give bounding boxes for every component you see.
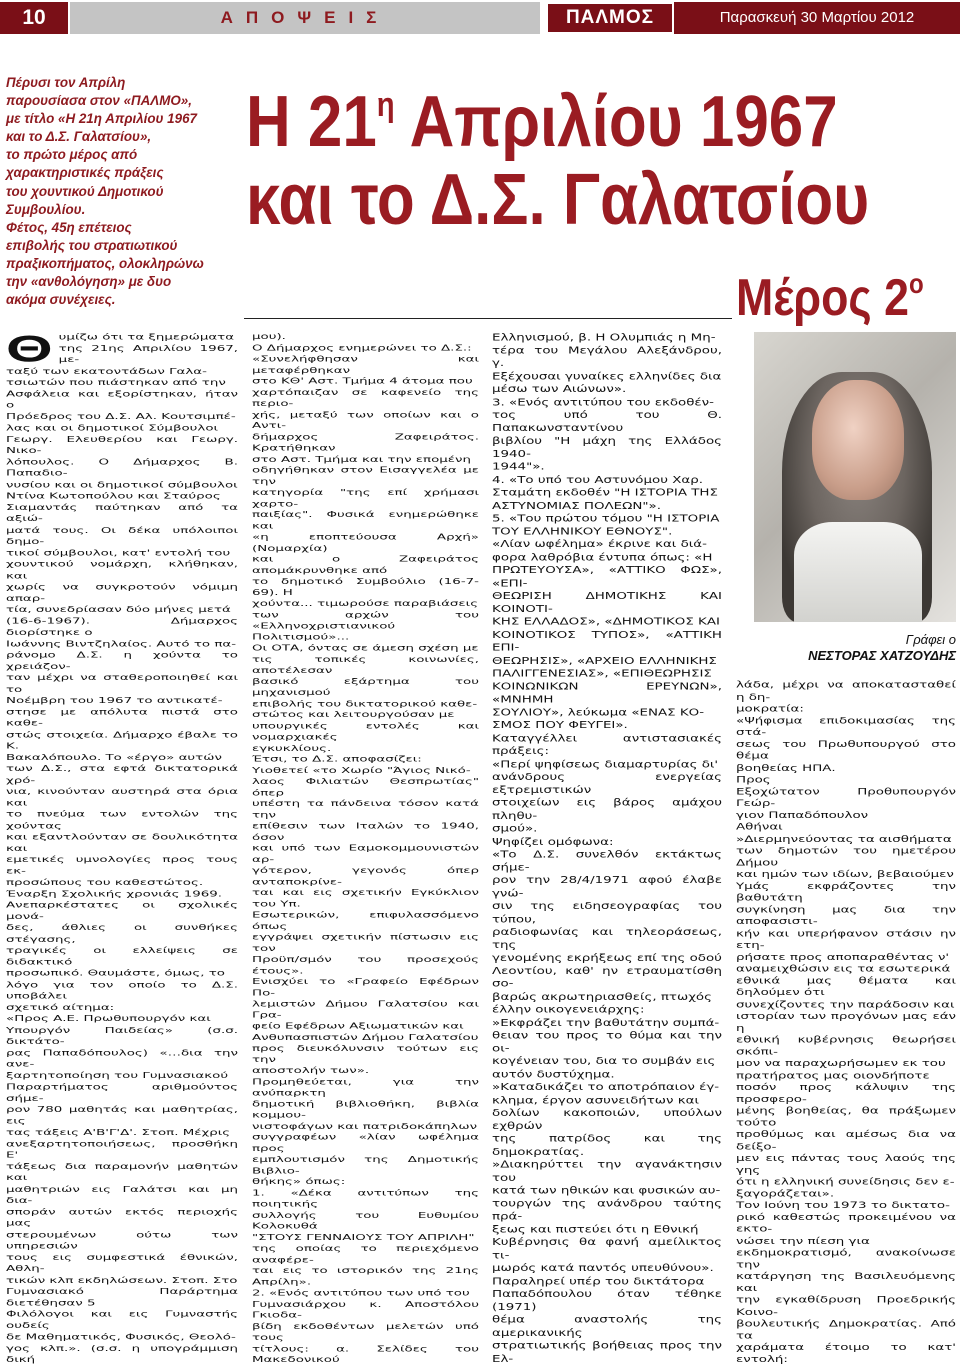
headline-rule — [244, 318, 732, 319]
article-headline — [246, 66, 870, 240]
article-column-2: μου). Ο Δήμαρχος ενημερώνει το Δ.Σ.: «Συνελήφθησαν και μεταφέρθηκαν στο ΚΘ' Αστ. Τμήμα 4 άτομα που χαρτόπαιζαν σε καφενείο της περιο- χής, μεταξύ των οποίων και ο Αντι- δήμαρχος Ζαφειράτος. Κρατήθηκαν στο Αστ. Τμήμα και την επομένη οδηγήθηκαν στον Εισαγγελέα με την κατηγορία "της επί χρήμασι χαρτο- παιξίας". Φυσικά ενημερώθηκε και «η εποπτεύουσα Αρχή» (Νομαρχία) και ο Ζαφειράτος απομάκρυνθηκε από το δημοτικό Συμβούλιο (16-7-69). Η χούντα... τιμωρούσε παραβιάσεις των αρχών του «Ελληνοχριστιανικού Πολιτισμού»... Οι ΟΤΑ, όντας σε άμεση σχέση με τις τοπικές κοινωνίες, αποτέλεσαν βασικό εξάρτημα του μηχανισμού επιβολής του δικτατορικού καθε- στώτος και λειτουργούσαν με υπουργικές εντολές και νομαρχιακές εγκυκλίους. Έτσι, το Δ.Σ. αποφασίζει: Υιοθετεί «το Χωρίο "Άγιος Νικό- λαος Φιλιατών Θεσπρωτίας" όπερ υπέστη τα πάνδεινα τόσον κατά την επίθεσιν των Ιταλών το 1940, όσον και υπό των Εαμοκομμουνιστών αρ- γότερον, γεγονός όπερ ανταποκρίνε- ται και εις σχετικήν Εγκύκλιον του Υπ. Εσωτερικών, επιφυλασσόμενο όπως εγγράψει σχετικήν πίστωσιν εις τον Προϋπ/σμόν του προσεχούς έτους». Ενισχύει το «Γραφείο Εφέδρων Πο- λεμιστών Δήμου Γαλατσίου και Γρα- φείο Εφέδρων Αξιωματικών και Ανθυπασπιστών Δήμου Γαλατσίου προς διευκόλυνσιν τούτων εις την αποστολήν των». Προμηθεύεται, για την ανύπαρκτη δημοτική βιβλιοθήκη, βιβλία κομμου- νιστοφάγων και πατριδοκάπηλων συγγραφέων «λίαν ωφέλημα προς εμπλουτισμόν της Δημοτικής Βιβλιο- θήκης» όπως: 1. «Δέκα αντιτύπων της ποιητικής συλλογής του Ευθυμίου Κολοκυθά "ΣΤΟΥΣ ΓΕΝΝΑΙΟΥΣ ΤΟΥ ΑΠΡΙΛΗ" της οποίας το περιεχόμενο αναφέρε- ται εις το ιστορικόν της 21ης Απρίλη». 2. «Ενός αντιτύπου των υπό του Γυμνασιάρχου κ. Αποστόλου Γκιοδα- βίδη εκδοθέντων μελετών υπό τους τίτλους: α. Σελίδες του Μακεδονικού — [252, 332, 479, 1365]
byline-label: Γράφει ο — [905, 632, 956, 647]
article-column-3: Ελληνισμού, β. Η Ολυμπιάς η Μη- τέρα του Μεγάλου Αλεξάνδρου, γ. Εξέχουσαι γυναίκες ελληνίδες δια μέσω των Αιώνων». 3. «Ενός αντιτύπου του εκδοθέν- τος υπό του Θ. Παπακωνσταντίνου βιβλίου "Η μάχη της Ελλάδος 1940- 1944"». 4. «Το υπό του Αστυνόμου Χαρ. Σταμάτη εκδοθέν "Η ΙΣΤΟΡΙΑ ΤΗΣ ΑΣΤΥΝΟΜΙΑΣ ΠΟΛΕΩΝ"». 5. «Του πρώτου τόμου "Η ΙΣΤΟΡΙΑ ΤΟΥ ΕΛΛΗΝΙΚΟΥ ΕΘΝΟΥΣ". «Λίαν ωφέλημα» έκρινε και διά- φορα λαθρόβια έντυπα όπως: «Η ΠΡΩΤΕΥΟΥΣΑ», «ΑΤΤΙΚΟ ΦΩΣ», «ΕΠΙ- ΘΕΩΡΙΣΗ ΔΗΜΟΤΙΚΗΣ ΚΑΙ ΚΟΙΝΟΤΙ- ΚΗΣ ΕΛΛΑΔΟΣ», «ΔΗΜΟΤΙΚΟΣ ΚΑΙ ΚΟΙΝΟΤΙΚΟΣ ΤΥΠΟΣ», «ΑΤΤΙΚΗ ΕΠΙ- ΘΕΩΡΗΣΙΣ», «ΑΡΧΕΙΟ ΕΛΛΗΝΙΚΗΣ ΠΑΛΙΓΓΕΝΕΣΙΑΣ», «ΕΠΙΘΕΩΡΗΣΙΣ ΚΟΙΝΩΝΙΚΩΝ ΕΡΕΥΝΩΝ», «ΜΝΗΜΗ ΣΟΥΛΙΟΥ», λεύκωμα «ΕΝΑΣ ΚΟ- ΣΜΟΣ ΠΟΥ ΦΕΥΓΕΙ». Καταγγέλλει αντιστασιακές πράξεις: «Περί ψηφίσεως διαμαρτυρίας δι' ανάνδρους ενεργείας εξτρεμιστικών στοιχείων εις βάρος αμάχου πληθυ- σμού». Ψηφίζει ομόφωνα: «Το Δ.Σ. συνελθόν εκτάκτως σήμε- ρον την 28/4/1971 αφού έλαβε γνώ- σιν της ειδησεογραφίας του τύπου, ραδιοφωνίας και τηλεοράσεως, της γενομένης εκρήξεως επί της οδού Λεοντίου, καθ' ην ετραυματίσθη σο- βαρώς ακρωτηριασθείς, πτωχός έλλην οικογενειάρχης: »Εκφράζει την βαθυτάτην συμπά- θειαν του προς το θύμα και την οι- κογένειαν του, δια το συμβάν εις αυτόν δυστύχημα. »Καταδικάζει το αποτρόπαιον έγ- κλημα, έργον ασυνειδήτων και δολίων κακοποιών, υπούλων εχθρών της πατρίδος και της δημοκρατίας. »Διακηρύττει την αγανάκτησιν του κατά των ηθικών και φυσικών αυ- τουργών της ανάνδρου ταύτης πρά- ξεως και πιστεύει ότι η Εθνική Κυβέρνησις θα φανή αμείλικτος τι- μωρός κατά παντός υπευθύνου». Παραληρεί υπέρ του δικτάτορα Παπαδόπουλου όταν τέθηκε (1971) θέμα αναστολής της αμερικανικής στρατιωτικής βοήθειας προς την Ελ- — [492, 332, 722, 1365]
author-photo — [754, 332, 956, 622]
photo-face — [812, 380, 904, 500]
article-column-1 — [6, 328, 238, 1366]
section-title: ΑΠΟΨΕΙΣ — [70, 2, 540, 34]
headline-superscript: η — [376, 86, 395, 124]
article-intro: Πέρυσι τον Απρίλη παρουσίασα στον «ΠΑΛΜΟ», με τίτλο «Η 21η Απριλίου 1967 και το Δ.Σ. Γαλατσίου», το πρώτο μέρος από χαρακτηριστικές πράξεις του χουντικού Δημοτικού Συμβουλίου. Φέτος, 45η επέτειος επιβολής του στρατιωτικού πραξικοπήματος, ολοκληρώνω την «ανθολόγηση» με δυο ακόμα συνέχειες. — [6, 75, 204, 308]
author-byline — [738, 632, 956, 664]
page-number: 10 — [0, 2, 68, 34]
headline-line-2: και το Δ.Σ. Γαλατσίου — [246, 160, 870, 240]
photo-shirt — [794, 522, 922, 622]
headline-line1-end: Απριλίου 1967 — [394, 82, 838, 162]
headline-line1-start: Η 21 — [246, 82, 377, 162]
part-label-text: Μέρος 2 — [736, 269, 909, 327]
issue-date: Παρασκευή 30 Μαρτίου 2012 — [674, 2, 960, 34]
column-1-text: υμίζω ότι τα ξημερώματα της 21ης Απριλίου 1967, με- ταξύ των εκατοντάδων Γαλα- τσιωτών που πιάστηκαν από την Ασφάλεια και εξορίστηκαν, ήταν ο Πρόεδρος του Δ.Σ. Αλ. Κουτσιμπέ- λας και οι δημοτικοί Σύμβουλοι Γεωργ. Ελευθερίου και Γεωργ. Νικο- λόπουλος. Ο Δήμαρχος Β. Παπαδιο- νυσίου και οι δημοτικοί σύμβουλοι Ντίνα Κωτοπούλου και Σταύρος Σιαμαντάς παύτηκαν από τα αξιώ- ματά τους. Οι δέκα υπόλοιποι δημο- τικοί σύμβουλοι, κατ' εντολή του χουντικού νομάρχη, κλήθηκαν, και χωρίς να συγκροτούν νόμιμη απαρ- τία, συνεδρίασαν δύο μήνες μετά (16-6-1967). Δήμαρχος διορίστηκε ο Ιωάννης Βιντζηλαίος. Αυτό το πα- ράνομο Δ.Σ. η χούντα το χρειάζον- ταν μέχρι να σταθεροποιηθεί και το Νοέμβρη του 1967 το αντικατέ- στησε με απόλυτα πιστά στο καθε- στώς στοιχεία. Δήμαρχο έβαλε το Κ. Βακαλόπουλο. Το «έργο» αυτών των Δ.Σ., στα εφτά δικτατορικά χρό- νια, κινούνταν αυστηρά στα όρια και το πνεύμα των εντολών της χούντας και εξαντλούνταν σε δουλικότητα και εμετικές υμνολογίες προς τους εκ- προσώπους του καθεστώτος. Έναρξη Σχολικής χρονιάς 1969. Ανεπαρκέστατες οι σχολικές μονά- δες, άθλιες οι συνθήκες στέγασης, τραγικές οι ελλείψεις σε διδακτικό προσωπικό. Θαυμάστε, όμως, το λόγο για τον οποίο το Δ.Σ. υποβάλει σχετικό αίτημα: «Προς Α.Ε. Πρωθυπουργόν και Υπουργόν Παιδείας» (σ.σ. δικτάτο- ρας Παπαδόπουλος) «…δια την ανε- ξαρτητοποίηση του Γυμνασιακού Παραρτήματος αριθμούντος σήμε- ρον 780 μαθητάς και μαθητρίας, εις τας τάξεις Α'Β'Γ'Δ'. Στοπ. Μέχρις ανεξαρτητοποιήσεως, προσθήκη Ε' τάξεως δια παραμονήν μαθητών και μαθητριών εις Γαλάτσι και μη δια- σποράν αυτών εκτός περιοχής μας στερουμένων ούτω των υπηρεσιών τους εις συμφεστικά έθνικών, Αθλη- τικών κλπ εκδηλώσεων. Στοπ. Στο Γυμνασιακό Παράρτημα διετέθησαν 5 Φιλόλογοι και εις Γυμναστής ουδείς δε Μαθηματικός, Φυσικός, Θεολό- γος κλπ.». (σ.σ. η υπογράμμιση δική — [6, 332, 238, 1365]
newspaper-logo: ΠΑΛΜΟΣ — [548, 4, 672, 32]
part-label-superscript: ο — [908, 268, 924, 299]
headline-line-1 — [246, 82, 838, 162]
byline-author: ΝΕΣΤΟΡΑΣ ΧΑΤΖΟΥΔΗΣ — [808, 648, 956, 663]
drop-cap: Θ — [6, 328, 53, 370]
page-header — [0, 0, 960, 36]
article-column-4: λάδα, μέχρι να αποκατασταθεί η δη- μοκρατία: «Ψήφισμα επιδοκιμασίας της στά- σεως του Πρωθυπουργού στο θέμα βοηθείας ΗΠΑ. Προς Εξοχώτατον Προθυπουργόν Γεώρ- γιον Παπαδόπουλον Αθήναι »Διερμηνεύοντας τα αισθήματα των δημοτών του ημετέρου Δήμου και ημών των ιδίων, βεβαιούμεν Υμάς εκφράζοντες την βαθυτάτη συγκίνηση μας δια την αποφασιστι- κήν και υπερήφανον στάσιν ην ετη- ρήσατε προς αποπαραθέντας ν' αναμειχθώσιν εις τα εσωτερικά εθνικά μας θέματα και δηλούμεν ότι συνεχίζοντες την παράδοσιν και ιστορίαν των προγόνων μας εάν η εθνική κυβέρνησις θεωρήσει σκόπι- μον να παραχωρήσωμεν εκ του πρατήρατος μας οιονδήποτε ποσόν προς κάλυψιν της προσφερο- μένης βοηθείας, θα πράξωμεν τούτο προθύμως και αμέσως δια να δείξο- μεν εις πάντας τους λαούς της γης ότι η ελληνική συνείδησις δεν ε- ξαγοράζεται». Τον Ιούνη του 1973 το δικτατο- ρικό καθεστώς προκειμένου να εκτο- νώσει την πίεση για εκδημοκρατισμό, ανακοίνωσε την κατάργηση της Βασιλευόμενης και την εγκαθίδρυση Προεδρικής Κοινο- βουλευτικής Δημοκρατίας. Από τα χαράματα έτοιμο το κατ' εντολή: — [736, 680, 956, 1365]
article-part-label — [736, 254, 924, 328]
